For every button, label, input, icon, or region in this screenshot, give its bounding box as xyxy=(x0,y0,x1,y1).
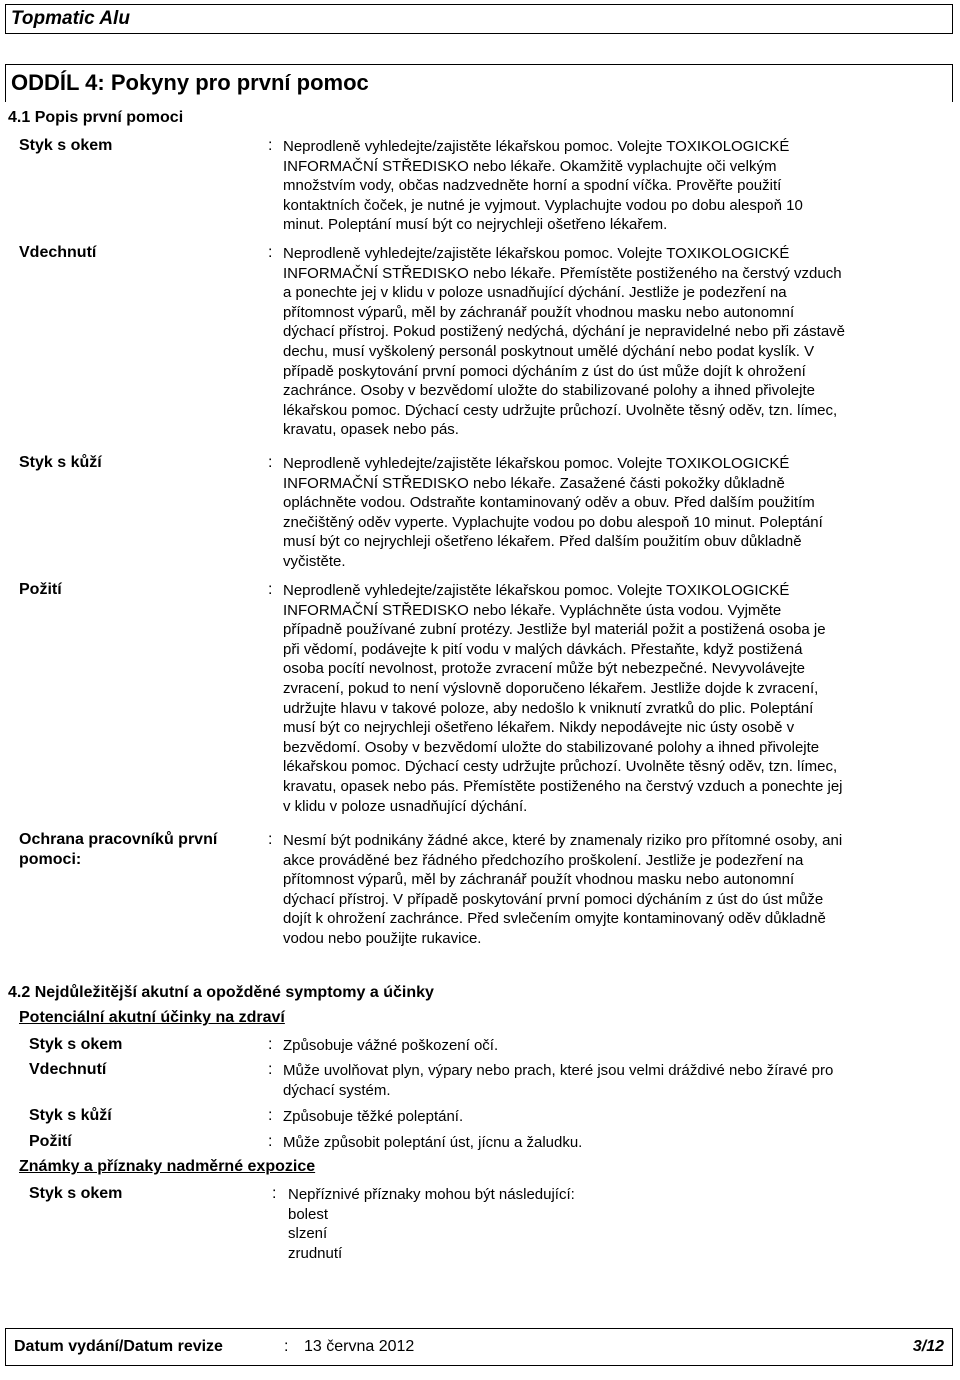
row-colon: : xyxy=(268,1061,273,1078)
overexposure-signs-heading: Známky a příznaky nadměrné expozice xyxy=(19,1158,316,1175)
row-text: Neprodleně vyhledejte/zajistěte lékařskou pomoc. Volejte TOXIKOLOGICKÉ INFORMAČNÍ STŘEDISKO nebo lékaře. Zasažené části pokožky důkladně opláchněte vodou. Odstraňte kontaminovaný oděv a obuv. Před dalším použitím znečištěný oděv vyperte. Vyplachujte vodou po dobu alespoň 10 minut. Poleptání musí být co nejrychleji ošetřeno lékařem. Před dalším použitím obuv důkladně vyčistěte. xyxy=(283,455,823,570)
row-colon: : xyxy=(268,454,273,471)
footer-revision-label: Datum vydání/Datum revize xyxy=(14,1338,223,1355)
row-label: Požití xyxy=(29,1133,72,1150)
acute-effects-heading: Potenciální akutní účinky na zdraví xyxy=(19,1009,285,1026)
row-text: Neprodleně vyhledejte/zajistěte lékařskou pomoc. Volejte TOXIKOLOGICKÉ INFORMAČNÍ STŘEDISKO nebo lékaře. Vypláchněte ústa vodou. Vyjměte případně používané zubní protézy. Jestliže byl materiál požit a postižená osoba je při vědomí, podávejte k pití vodu v malých dávkách. Přestaňte, když postižená osoba pocítí nevolnost, protože zvracení může být nebezpečné. Nevyvolávejte zvracení, pokud to není výslovně doporučeno lékařem. Jestliže dojde k zvracení, udržujte hlavu v takové poloze, aby nedošlo k vniknutí zvratků do plic. Poleptání musí být co nejrychleji ošetřeno lékařem. Nikdy nepodávejte nic ústy osobě v bezvědomí. Osoby v bezvědomí uložte do stabilizované polohy a ihned přivolejte lékařskou pomoc. Dýchací cesty udržujte průchozí. Uvolněte těsný oděv, tzn. límec, kravatu, opasek nebo pás. Přemístěte postiženého na čerstvý vzduch a ponechte jej v klidu v poloze usnadňující dýchání. xyxy=(283,582,843,815)
section-header xyxy=(5,64,953,102)
row-label: Ochrana pracovníků první pomoci: xyxy=(19,831,218,868)
page-number: 3/12 xyxy=(912,1338,944,1355)
row-text: Způsobuje vážné poškození očí. xyxy=(283,1037,499,1054)
subsection-4-1-heading: 4.1 Popis první pomoci xyxy=(8,109,184,126)
row-label: Styk s kůží xyxy=(29,1107,112,1124)
product-name: Topmatic Alu xyxy=(11,8,130,29)
row-text: Způsobuje těžké poleptání. xyxy=(283,1108,464,1125)
document-header xyxy=(5,4,953,34)
footer-revision-date: 13 června 2012 xyxy=(304,1338,415,1355)
row-colon: : xyxy=(268,1107,273,1124)
row-colon: : xyxy=(268,581,273,598)
row-colon: : xyxy=(268,1036,273,1053)
row-text: Neprodleně vyhledejte/zajistěte lékařskou pomoc. Volejte TOXIKOLOGICKÉ INFORMAČNÍ STŘEDISKO nebo lékaře. Přemístěte postiženého na čerstvý vzduch a ponechte jej v klidu v poloze usnadňující dýchání. Jestliže je podezření na přítomnost výparů, měl by záchranář použít vhodnou masku nebo autonomní dýchací přístroj. Pokud postižený nedýchá, dýchání je nepravidelné nebo při zástavě dechu, musí vyškolený personál poskytnout umělé dýchání nebo podat kyslík. V případě poskytování první pomoci dýcháním z úst do úst může dojít k ohrožení zachránce. Osoby v bezvědomí uložte do stabilizované polohy a ihned přivolejte lékařskou pomoc. Dýchací cesty udržujte průchozí. Uvolněte těsný oděv, tzn. límec, kravatu, opasek nebo pás. xyxy=(283,245,846,439)
row-label: Vdechnutí xyxy=(19,244,97,261)
row-label: Požití xyxy=(19,581,62,598)
row-colon: : xyxy=(268,137,273,154)
row-label: Vdechnutí xyxy=(29,1061,107,1078)
row-colon: : xyxy=(268,831,273,848)
row-text: Neprodleně vyhledejte/zajistěte lékařskou pomoc. Volejte TOXIKOLOGICKÉ INFORMAČNÍ STŘEDISKO nebo lékaře. Okamžitě vyplachujte oči velkým množstvím vody, občas nadzvedněte horní a spodní víčka. Prověřte použití kontaktních čoček, je nutné je vyjmout. Vyplachujte vodou po dobu alespoň 10 minut. Poleptání musí být co nejrychleji ošetřeno lékařem. xyxy=(283,138,803,234)
document-footer xyxy=(5,1328,953,1366)
row-colon: : xyxy=(272,1185,277,1202)
subsection-4-2-heading: 4.2 Nejdůležitější akutní a opožděné symptomy a účinky xyxy=(8,984,434,1001)
section-title: ODDÍL 4: Pokyny pro první pomoc xyxy=(11,70,369,95)
row-text: Může uvolňovat plyn, výpary nebo prach, které jsou velmi dráždivé nebo žíravé pro dýchací systém. xyxy=(283,1062,834,1099)
row-text: Nesmí být podnikány žádné akce, které by znamenaly riziko pro přítomné osoby, ani akce prováděné bez řádného předchozího proškolení. Jestliže je podezření na přítomnost výparů, měl by záchranář použít vhodnou masku nebo autonomní dýchací přístroj. V případě poskytování první pomoci dýcháním z úst do úst může dojít k ohrožení zachránce. Před svlečením omyjte kontaminovaný oděv důkladně vodou nebo použijte rukavice. xyxy=(283,832,843,947)
row-label: Styk s okem xyxy=(29,1185,123,1202)
footer-colon: : xyxy=(284,1338,289,1355)
row-colon: : xyxy=(268,244,273,261)
row-label: Styk s okem xyxy=(29,1036,123,1053)
row-label: Styk s okem xyxy=(19,137,113,154)
row-text: Může způsobit poleptání úst, jícnu a žaludku. xyxy=(283,1134,583,1151)
row-text: Nepříznivé příznaky mohou být následující: bolest slzení zrudnutí xyxy=(288,1186,575,1262)
row-colon: : xyxy=(268,1133,273,1150)
row-label: Styk s kůží xyxy=(19,454,102,471)
